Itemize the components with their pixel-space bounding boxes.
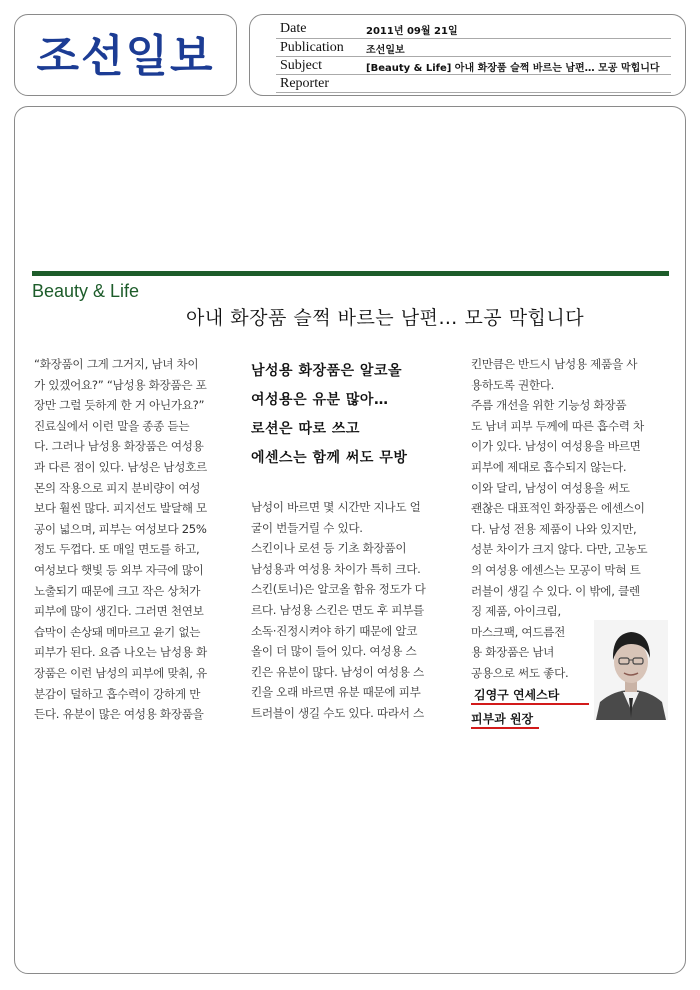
body-line: 다. 그러나 남성용 화장품은 여성용 (34, 439, 204, 454)
body-line: 이가 있다. 남성이 여성용을 바르면 (471, 439, 641, 454)
reporter-label: Reporter (280, 76, 329, 91)
meta-row-publication (250, 38, 685, 56)
body-line: 킨만큼은 반드시 남성용 제품을 사 (471, 357, 638, 371)
body-line: 공용으로 써도 좋다. (471, 666, 569, 680)
body-line: 용하도록 권한다. (471, 377, 555, 392)
author-title: 피부과 원장 (471, 712, 534, 726)
body-line: 장만 그럴 듯하게 한 거 아닌가요?” (34, 398, 205, 413)
body-line: 르다. 남성용 스킨은 면도 후 피부를 (251, 603, 424, 617)
publication-label: Publication (280, 40, 344, 55)
body-line: 피부에 많이 생긴다. 그러면 천연보 (34, 604, 204, 619)
body-line: 몬의 작용으로 피지 분비량이 여성 (34, 480, 201, 495)
body-line: 가 있겠어요?” “남성용 화장품은 포 (34, 377, 207, 392)
body-line: 킨을 오래 바르면 유분 때문에 피부 (251, 685, 421, 700)
body-line: 킨은 유분이 많다. 남성이 여성용 스 (251, 664, 424, 679)
body-line: 남성이 바르면 몇 시간만 지나도 얼 (251, 500, 421, 514)
body-line: 트러블이 생길 수도 있다. 따라서 스 (251, 706, 424, 720)
publication-value: 조선일보 (366, 45, 405, 56)
subject-label: Subject (280, 58, 322, 73)
body-line: 과 다른 점이 있다. 남성은 남성호르 (34, 460, 207, 474)
body-line: 여성보다 햇빛 등 외부 자극에 많이 (34, 563, 204, 577)
body-line: 남성용과 여성용 차이가 특히 크다. (251, 561, 421, 576)
body-line: 노출되기 때문에 크고 작은 상처가 (34, 583, 201, 598)
subhead-line: 여성용은 유분 많아… (251, 392, 389, 408)
subhead-line: 남성용 화장품은 알코올 (251, 363, 402, 379)
subject-value: [Beauty & Life] 아내 화장품 슬쩍 바르는 남편… 모공 막힙니다 (366, 63, 660, 74)
body-line: 피부에 제대로 흡수되지 않는다. (471, 460, 627, 474)
body-line: 보다 훨씬 많다. 피지선도 발달해 모 (34, 501, 207, 516)
section-label: Beauty & Life (32, 281, 140, 301)
meta-row-subject (250, 56, 685, 74)
body-line: 이와 달리, 남성이 여성용을 써도 (471, 480, 630, 495)
body-line: 공이 넓으며, 피부는 여성보다 25% (34, 521, 207, 536)
date-value: 2011년 09월 21일 (366, 26, 458, 37)
subhead-line: 로션은 따로 쓰고 (251, 421, 360, 437)
author-name: 김영구 연세스타 (474, 688, 560, 702)
body-line: 진료실에서 이런 말을 종종 듣는 (34, 418, 190, 433)
author-underline (471, 727, 539, 729)
body-line: 습막이 손상돼 메마르고 윤기 없는 (34, 624, 201, 639)
body-line: 마스크팩, 여드름전 (471, 624, 565, 639)
body-line: 피부가 된다. 요즘 나오는 남성용 화 (34, 645, 207, 660)
body-line: 도 남녀 피부 두께에 따른 흡수력 차 (471, 418, 644, 433)
body-line: 스킨이나 로션 등 기초 화장품이 (251, 541, 407, 556)
body-line: 주름 개선을 위한 기능성 화장품 (471, 398, 627, 413)
body-line: “화장품이 그게 그거지, 남녀 차이 (34, 357, 199, 371)
date-label: Date (280, 21, 307, 36)
body-line: 정도 두껍다. 또 매일 면도를 하고, (34, 542, 200, 557)
body-line: 징 제품, 아이크림, (471, 604, 561, 619)
body-line: 러블이 생길 수 있다. 이 밖에, 클렌 (471, 583, 640, 598)
metadata-box (249, 14, 686, 96)
headline: 아내 화장품 슬쩍 바르는 남편… 모공 막힙니다 (186, 307, 585, 329)
body-line: 용 화장품은 남녀 (471, 645, 555, 660)
body-line: 분감이 덜하고 흡수력이 강하게 만 (34, 686, 201, 701)
body-line: 든다. 유분이 많은 여성용 화장품을 (34, 707, 204, 722)
meta-row-reporter (250, 74, 685, 92)
meta-divider (276, 92, 671, 93)
body-line: 굴이 번들거릴 수 있다. (251, 520, 363, 535)
body-line: 다. 남성 전용 제품이 나와 있지만, (471, 521, 637, 536)
body-line: 올이 더 많이 들어 있다. 여성용 스 (251, 644, 417, 659)
meta-row-date (250, 19, 685, 37)
body-line: 성분 차이가 크지 않다. 다만, 고농도 (471, 542, 648, 557)
body-line: 의 여성용 에센스는 모공이 막혀 트 (471, 563, 641, 577)
author-underline (471, 703, 589, 705)
newspaper-logo: 조선일보 (36, 31, 215, 82)
portrait-image (594, 620, 668, 720)
body-line: 스킨(토너)은 알코올 함유 정도가 다 (251, 582, 426, 597)
section-rule (32, 271, 669, 276)
body-line: 괜찮은 대표적인 화장품은 에센스이 (471, 501, 645, 516)
masthead-box (14, 14, 237, 96)
subhead-line: 에센스는 함께 써도 무방 (251, 450, 408, 466)
author-portrait (594, 620, 668, 720)
body-line: 장품은 이런 남성의 피부에 맞춰, 유 (34, 666, 207, 680)
body-line: 소독·진정시켜야 하기 때문에 알코 (251, 623, 418, 638)
